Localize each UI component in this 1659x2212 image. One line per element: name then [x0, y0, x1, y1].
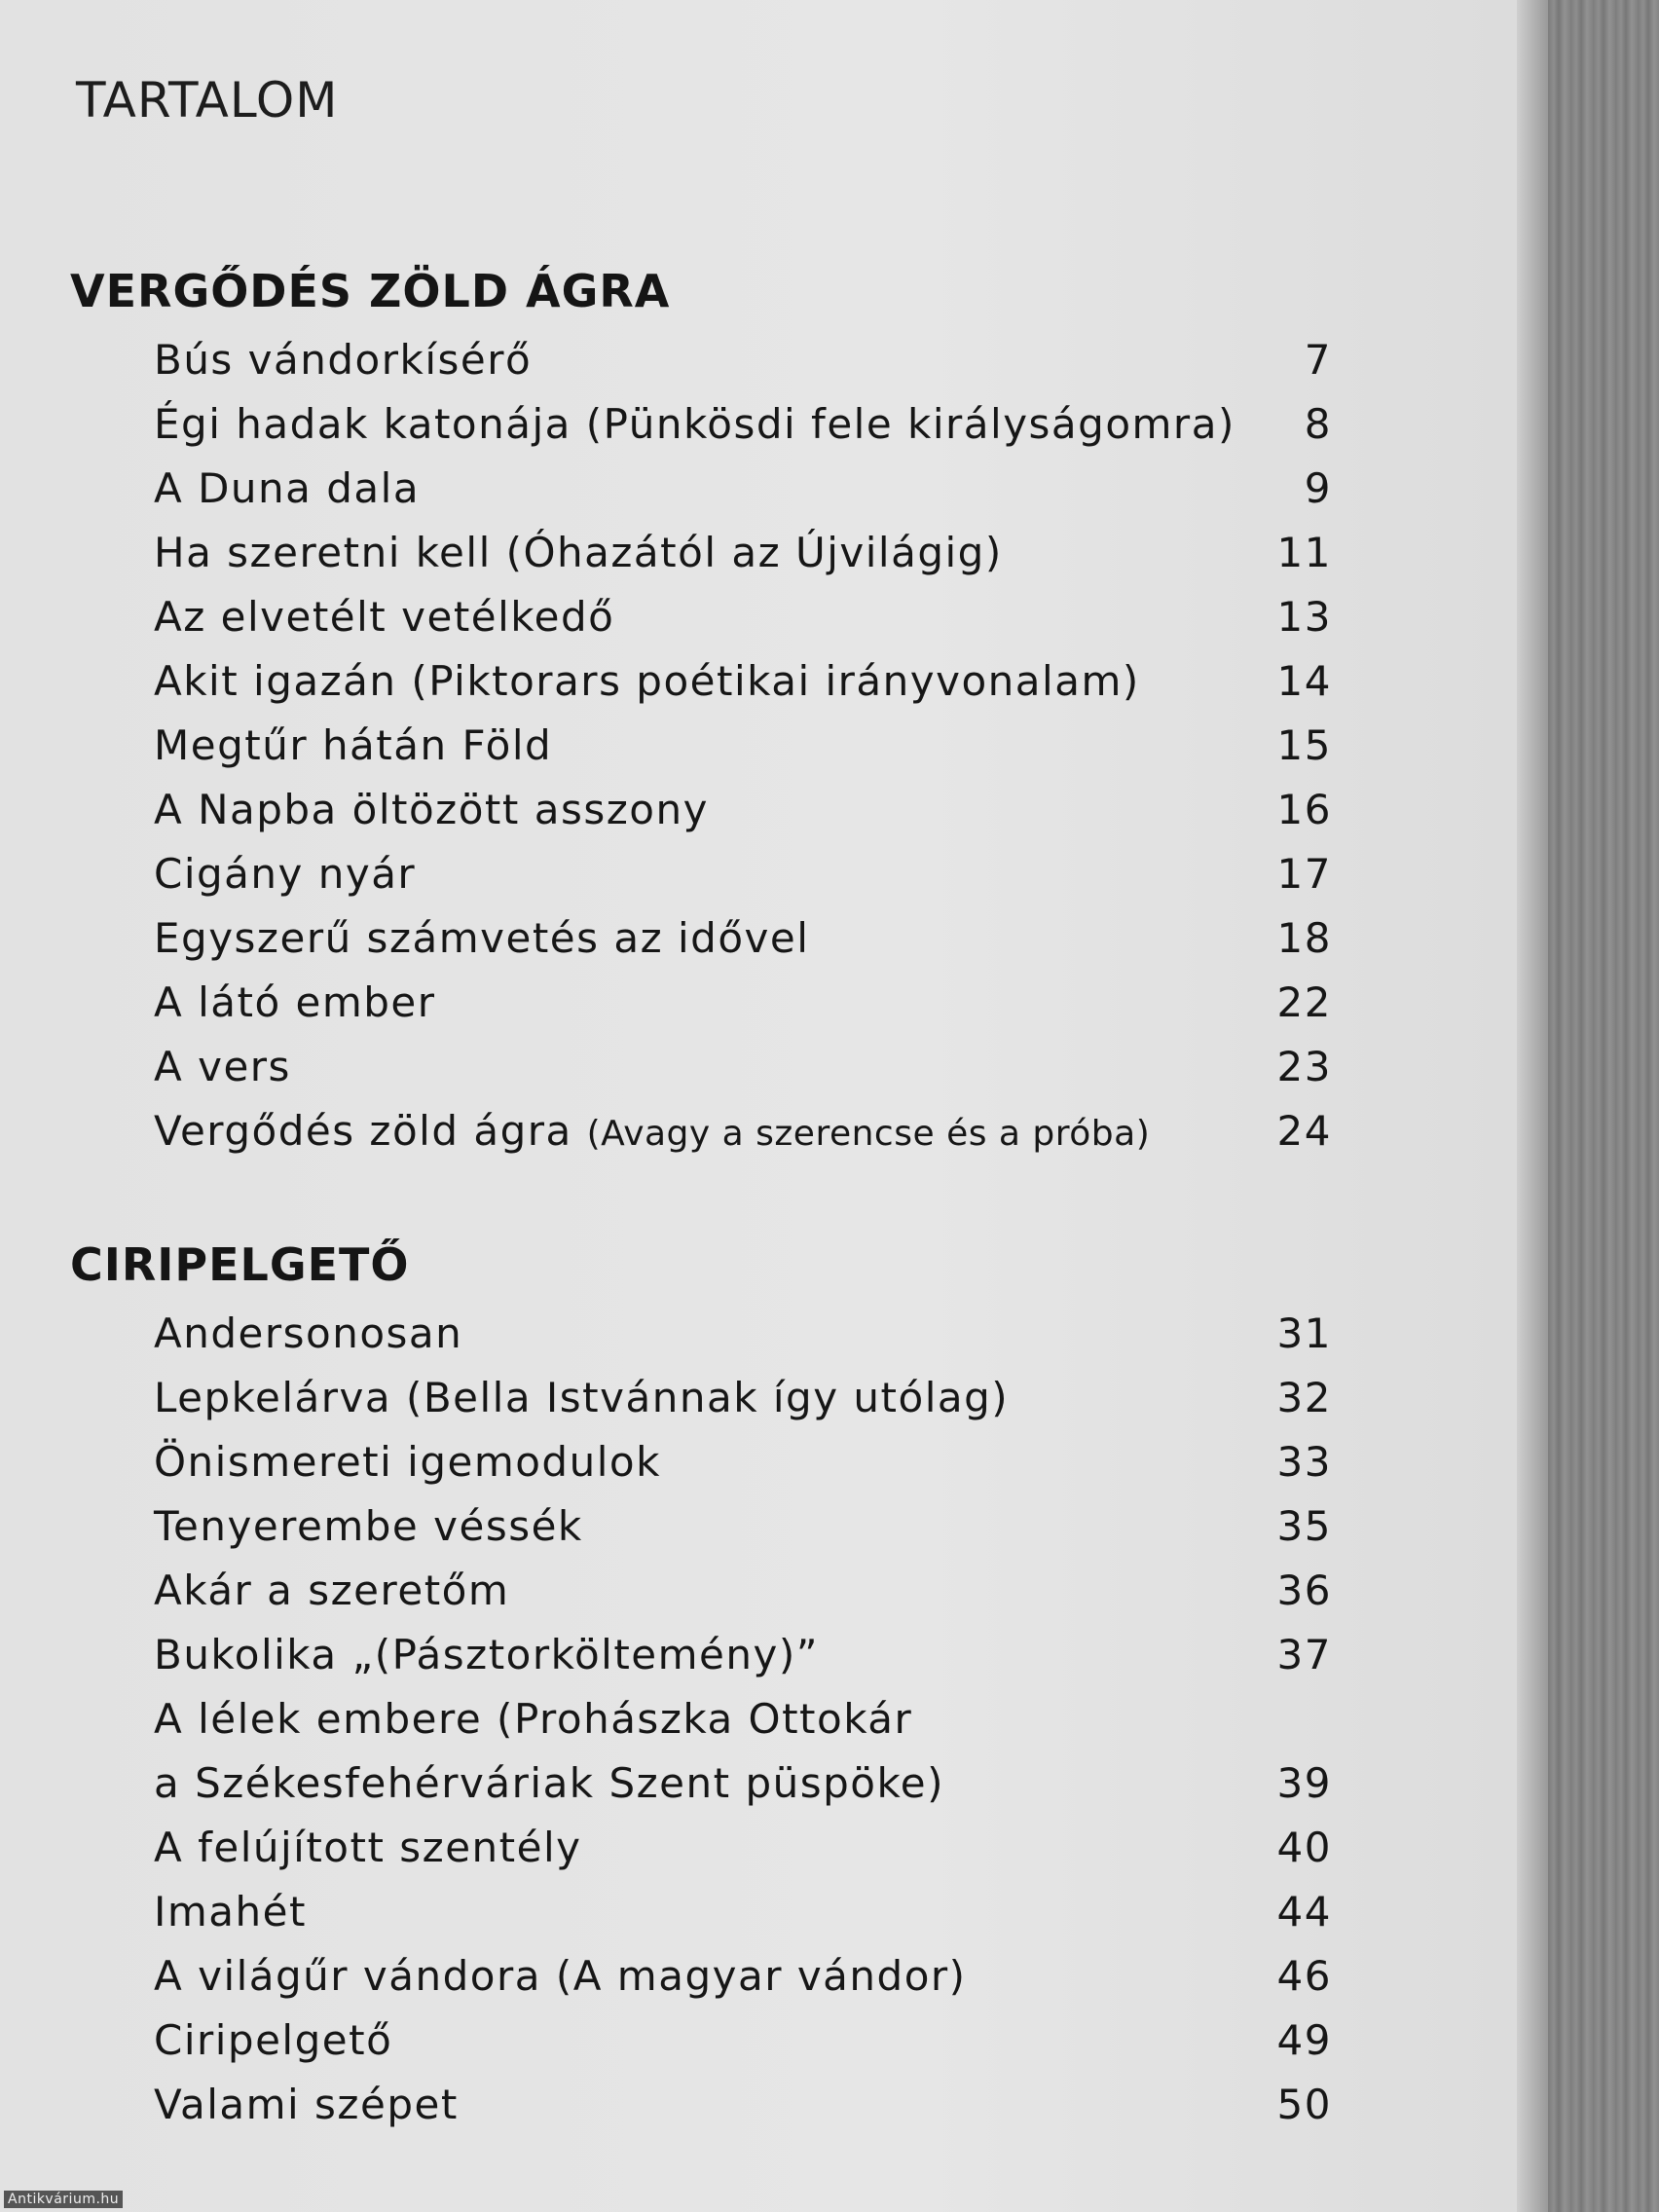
toc-entry	[154, 978, 1332, 1037]
entry-page-number: 11	[1276, 529, 1332, 576]
entry-page-number: 8	[1304, 400, 1332, 448]
entry-page-number: 24	[1276, 1107, 1332, 1155]
entry-title: Tenyerembe véssék	[154, 1502, 583, 1550]
toc-entry	[154, 1888, 1332, 1946]
entry-title: Égi hadak katonája (Pünkösdi fele királyságomra)	[154, 400, 1235, 448]
entry-title: Cigány nyár	[154, 850, 417, 898]
section-heading-vergodes: VERGŐDÉS ZÖLD ÁGRA	[70, 265, 671, 317]
entry-title: Bús vándorkísérő	[154, 336, 533, 384]
entry-title	[154, 1107, 1150, 1155]
entry-title: Akit igazán (Piktorars poétikai irányvonalam)	[154, 657, 1140, 705]
entry-title: A Duna dala	[154, 464, 421, 512]
toc-entry	[154, 914, 1332, 973]
entry-title: Bukolika „(Pásztorköltemény)”	[154, 1631, 820, 1678]
toc-entry	[154, 593, 1332, 651]
section-heading-ciripelgeto: CIRIPELGETŐ	[70, 1238, 410, 1291]
entry-page-number: 31	[1276, 1309, 1332, 1357]
entry-title: Megtűr hátán Föld	[154, 721, 553, 769]
watermark: Antikvárium.hu	[4, 2191, 123, 2208]
toc-entry	[154, 1759, 1332, 1818]
entry-title: Az elvetélt vetélkedő	[154, 593, 615, 641]
entry-title: Imahét	[154, 1888, 307, 1936]
entry-page-number: 49	[1276, 2016, 1332, 2064]
toc-entry	[154, 400, 1332, 459]
entry-page-number: 16	[1276, 786, 1332, 833]
toc-entry	[154, 1438, 1332, 1496]
toc-entry	[154, 1107, 1332, 1165]
toc-entry	[154, 1952, 1332, 2010]
entry-page-number: 23	[1276, 1043, 1332, 1090]
entry-page-number: 17	[1276, 850, 1332, 898]
entry-page-number: 46	[1276, 1952, 1332, 2000]
entry-title-main: Vergődés zöld ágra	[154, 1107, 572, 1155]
toc-entry	[154, 336, 1332, 394]
entry-title: Ha szeretni kell (Óhazától az Újvilágig)	[154, 529, 1003, 576]
entry-title: A látó ember	[154, 978, 436, 1026]
entry-page-number: 15	[1276, 721, 1332, 769]
entry-page-number: 18	[1276, 914, 1332, 962]
toc-entry	[154, 2016, 1332, 2075]
toc-entry	[154, 721, 1332, 780]
entry-title: Egyszerű számvetés az idővel	[154, 914, 810, 962]
entry-page-number: 32	[1276, 1374, 1332, 1421]
toc-entry	[154, 1502, 1332, 1561]
toc-entry	[154, 1824, 1332, 1882]
entry-page-number: 22	[1276, 978, 1332, 1026]
toc-entry	[154, 1631, 1332, 1689]
toc-title: TARTALOM	[76, 72, 339, 129]
toc-entry	[154, 464, 1332, 523]
toc-entry	[154, 529, 1332, 587]
entry-page-number: 44	[1276, 1888, 1332, 1936]
entry-title: Andersonosan	[154, 1309, 463, 1357]
entry-page-number: 7	[1304, 336, 1332, 384]
entry-title: Ciripelgető	[154, 2016, 393, 2064]
toc-entry	[154, 657, 1332, 716]
entry-page-number: 40	[1276, 1824, 1332, 1871]
entry-title: Önismereti igemodulok	[154, 1438, 661, 1486]
entry-page-number: 39	[1276, 1759, 1332, 1807]
entry-page-number: 37	[1276, 1631, 1332, 1678]
entry-title-second-line: a Székesfehérváriak Szent püspöke)	[154, 1759, 945, 1807]
entry-title: Akár a szeretőm	[154, 1567, 510, 1614]
entry-title: Lepkelárva (Bella Istvánnak így utólag)	[154, 1374, 1010, 1421]
entry-page-number: 9	[1304, 464, 1332, 512]
entry-title: A vers	[154, 1043, 291, 1090]
toc-entry	[154, 1043, 1332, 1101]
page-edge	[1517, 0, 1548, 2212]
toc-entry	[154, 2081, 1332, 2139]
entry-page-number: 33	[1276, 1438, 1332, 1486]
toc-entry	[154, 1374, 1332, 1432]
entry-title-first-line: A lélek embere (Prohászka Ottokár	[154, 1695, 913, 1743]
entry-page-number: 50	[1276, 2081, 1332, 2128]
entry-title: Valami szépet	[154, 2081, 459, 2128]
entry-title: A Napba öltözött asszony	[154, 786, 709, 833]
toc-entry	[154, 850, 1332, 908]
entry-page-number: 36	[1276, 1567, 1332, 1614]
toc-entry	[154, 786, 1332, 844]
entry-page-number: 35	[1276, 1502, 1332, 1550]
entry-subtitle: (Avagy a szerencse és a próba)	[586, 1114, 1151, 1154]
wood-background	[1548, 0, 1659, 2212]
entry-title: A világűr vándora (A magyar vándor)	[154, 1952, 967, 2000]
entry-page-number: 13	[1276, 593, 1332, 641]
toc-entry	[154, 1309, 1332, 1368]
entry-title: A felújított szentély	[154, 1824, 582, 1871]
entry-page-number: 14	[1276, 657, 1332, 705]
toc-entry	[154, 1567, 1332, 1625]
